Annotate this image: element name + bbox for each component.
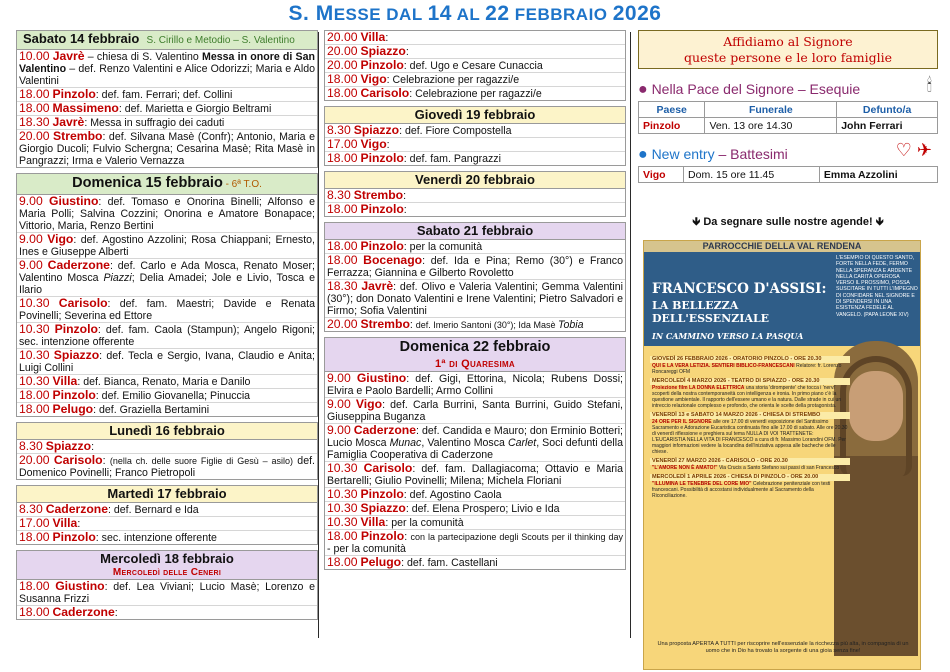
poster-event: MERCOLEDÌ 1 APRILE 2026 - CHIESA DI PINZOLO - ORE 20.00 "ILLUMINA LE TENEBRE DEL CORE MIO" Celebrazione penitenziale con testi francescani. Possibilità di accostarsi individualmente al Sacramento della Riconciliazione. bbox=[650, 474, 850, 499]
col-header: Paese bbox=[639, 102, 705, 118]
mass-entry: 8.30 Caderzone: def. Bernard e Ida bbox=[17, 503, 317, 517]
column-divider bbox=[630, 32, 631, 638]
mass-entry: 10.30 Villa: def. Bianca, Renato, Maria e Danilo bbox=[17, 375, 317, 389]
mass-entry: 18.00 Pinzolo: def. Emilio Giovanella; Pinuccia bbox=[17, 389, 317, 403]
mass-entry: 20.00 Carisolo: (nella ch. delle suore Figlie di Gesù – asilo) def. Domenico Povinelli; Franco Pietropoli bbox=[19, 453, 315, 479]
mass-entry: 9.00 Giustino: def. Gigi, Ettorina, Nicola; Rubens Dossi; Elvira e Paolo Bardelli; Armo Collini bbox=[327, 371, 623, 397]
column-left bbox=[16, 30, 318, 625]
mass-entry: 20.00 Pinzolo: def. Ugo e Cesare Cunaccia bbox=[325, 59, 625, 73]
day-sunday-22 bbox=[324, 337, 626, 570]
poster-parrocchie: PARROCCHIE DELLA VAL RENDENA bbox=[644, 241, 920, 252]
mass-entry: 18.00 Pinzolo: per la comunità bbox=[325, 240, 625, 254]
section-title-battesimi: ● New entry – Battesimi ♡ ✈ bbox=[638, 140, 932, 163]
oil-lamp-icon: 🕯 bbox=[926, 75, 932, 95]
mass-entry: 8.30 Spiazzo: def. Fiore Compostella bbox=[325, 124, 625, 138]
mass-entry: 18.00 Bocenago: def. Ida e Pina; Remo (30°) e Franco Ferrazza; Giannina e Gilberto Rovoletto bbox=[327, 253, 623, 279]
poster-event: VENERDÌ 27 MARZO 2026 - CARISOLO - ORE 20.30 "L'AMORE NON È AMATO!" Via Crucis a Santo Stefano sui passi di san Francesco bbox=[650, 458, 850, 471]
mass-entry: 10.30 Carisolo: def. fam. Dallagiacoma; Ottavio e Maria Bertarelli; Giulio Povinelli; Milena; Michela Floriani bbox=[325, 462, 625, 488]
mass-entry: 8.30 Spiazzo: bbox=[17, 440, 317, 454]
mass-entry: 17.00 Vigo: bbox=[325, 138, 625, 152]
poster-event: GIOVEDÌ 26 FEBBRAIO 2026 - ORATORIO PINZOLO - ORE 20.30 QUI E LA VERA LETIZIA. SENTIERI BIBLICO-FRANCESCANI Relatore: fr. Lorenzo Roncareggi OFM bbox=[650, 356, 850, 375]
agenda-note: 🡻 Da segnare sulle nostre agende! 🡻 bbox=[692, 216, 884, 228]
day-saturday-21 bbox=[324, 222, 626, 332]
col-header: Defunto/a bbox=[837, 102, 938, 118]
event-poster bbox=[643, 240, 921, 670]
page-title: S. MESSE DAL 14 AL 22 FEBBRAIO 2026 bbox=[288, 2, 662, 25]
day-wednesday-18-continued bbox=[324, 30, 626, 101]
mass-entry: 10.30 Carisolo: def. fam. Maestri; Davide e Renata Povinelli; Severina ed Ettore bbox=[19, 296, 315, 322]
day-tuesday-17 bbox=[16, 485, 318, 545]
affidiamo-banner: Affidiamo al Signore queste persone e le loro famiglie bbox=[638, 30, 938, 69]
day-monday-16 bbox=[16, 422, 318, 480]
mass-entry: 9.00 Giustino: def. Tomaso e Onorina Binelli; Alfonso e Maria Polli; Salvina Cozzini; Onorina e Amatore Bonapace; Vittorio, Maria, Renzo Bertini bbox=[19, 194, 315, 232]
day-header: Sabato 14 febbraio S. Cirillo e Metodio – S. Valentino bbox=[17, 31, 317, 50]
mass-entry: 18.00 Caderzone: bbox=[19, 605, 118, 619]
mass-entry: 18.00 Giustino: def. Lea Viviani; Lucio Masè; Lorenzo e Susanna Frizzi bbox=[19, 579, 315, 605]
table-row: Pinzolo Ven. 13 ore 14.30 John Ferrari bbox=[639, 118, 938, 134]
day-sunday-15 bbox=[16, 173, 318, 417]
mass-entry: 18.00 Vigo: Celebrazione per ragazzi/e bbox=[325, 73, 625, 87]
mass-entry: 20.00 Spiazzo: bbox=[325, 45, 625, 59]
mass-entry: 20.00 Strembo: def. Silvana Masè (Confr); Antonio, Maria e Giorgio Ducoli; Fulvio Schergna; Cesarina Masè; Rita Masè in Pangrazzi; Irma e Valerio Vernazza bbox=[19, 129, 315, 167]
day-friday-20 bbox=[324, 171, 626, 217]
poster-events bbox=[650, 356, 850, 502]
poster-event: VENERDÌ 13 e SABATO 14 MARZO 2026 - CHIESA DI STREMBO 24 ORE PER IL SIGNORE alle ore 17.00 di venerdì esposizione del Santissimo Sacramento e Adorazione Eucaristica continuata fino alle 17.00 di sabato. Alle ore 20.30 di venerdì riflessione e preghiera sul tema NULLA DI VOI TRATTENETE: L'EUCARISTIA NELLA VITA DI FRANCESCO a cura di fr. Massimo Lorandini OFM. Per maggiori informazioni vedere la locandina dell'iniziativa appesa alle bacheche delle chiese. bbox=[650, 412, 850, 455]
mass-entry: 18.00 Pelugo: def. fam. Castellani bbox=[327, 555, 498, 569]
francis-portrait-face bbox=[849, 371, 903, 441]
mass-entry: 9.00 Vigo: def. Carla Burrini, Santa Burrini, Guido Stefani, Giuseppina Buganza bbox=[327, 397, 623, 423]
day-header: Domenica 15 febbraio - 6ª T.O. bbox=[17, 174, 317, 195]
mass-entry: 20.00 Villa: bbox=[325, 31, 625, 45]
mass-entry: 10.00 Javrè – chiesa di S. Valentino Messa in onore di San Valentino – def. Renzo Valentini e Alice Odorizzi; Maria e Aldo Valentini bbox=[19, 49, 315, 87]
mass-entry: 17.00 Villa: bbox=[17, 517, 317, 531]
column-middle bbox=[324, 30, 626, 575]
poster-bottom-note: Una proposta APERTA A TUTTI per riscoprire nell'essenziale la ricchezza più alta, in compagnia di un uomo che in Dio ha trovato la sorgente di una gioia senza fine! bbox=[657, 641, 909, 654]
day-wednesday-18 bbox=[16, 550, 318, 620]
col-header: Funerale bbox=[705, 102, 837, 118]
poster-event: MERCOLEDÌ 4 MARZO 2026 - TEATRO DI SPIAZZO - ORE 20.30 Proiezione film LA DONNA ELETTRICA una storia 'dirompente' che tocca i 'nervi' scoperti della nostra contemporaneità con intelligenza e ironia. In primo piano c'è la questione ambientale. Il rapporto dell'essere umano e la natura. Dalle strade in cui un intreccio relazionale complesso e profondo, che orienta le scelte della protagonista. bbox=[650, 378, 850, 409]
mass-entry: 10.30 Spiazzo: def. Elena Prospero; Livio e Ida bbox=[325, 502, 625, 516]
day-header: Venerdì 20 febbraio bbox=[325, 172, 625, 189]
day-saturday-14 bbox=[16, 30, 318, 168]
column-divider bbox=[318, 32, 319, 638]
mass-entry: 18.00 Pinzolo: def. fam. Ferrari; def. Collini bbox=[17, 88, 317, 102]
mass-entry: 10.30 Spiazzo: def. Tecla e Sergio, Ivana, Claudio e Anita; Luigi Collini bbox=[19, 348, 315, 374]
table-row: Vigo Dom. 15 ore 11.45 Emma Azzolini bbox=[639, 167, 938, 183]
mass-entry: 18.00 Pinzolo: con la partecipazione degli Scouts per il thinking day - per la comunità bbox=[327, 529, 623, 555]
mass-entry: 18.00 Carisolo: Celebrazione per ragazzi/e bbox=[327, 86, 542, 100]
mass-entry: 18.00 Pinzolo: bbox=[327, 202, 407, 216]
mass-entry: 10.30 Pinzolo: def. Agostino Caola bbox=[325, 488, 625, 502]
day-header: Giovedì 19 febbraio bbox=[325, 107, 625, 124]
mass-entry: 18.00 Massimeno: def. Marietta e Giorgio Beltrami bbox=[17, 102, 317, 116]
mass-entry: 18.00 Pinzolo: sec. intenzione offerente bbox=[19, 530, 217, 544]
mass-entry: 20.00 Strembo: def. Imerio Santoni (30°); Ida Masè Tobia bbox=[327, 317, 584, 331]
day-header: Martedì 17 febbraio bbox=[17, 486, 317, 503]
day-thursday-19 bbox=[324, 106, 626, 166]
mass-entry: 9.00 Vigo: def. Agostino Azzolini; Rosa Chiappani; Ernesto, Ines e Giuseppe Alberti bbox=[19, 232, 315, 258]
mass-entry: 9.00 Caderzone: def. Carlo e Ada Mosca, Renato Moser; Valentino Mosca Piazzi; Delia Amadei; Jole e Livio, Tosca e Ilario bbox=[19, 258, 315, 296]
mass-entry: 8.30 Strembo: bbox=[325, 189, 625, 203]
heart-plane-icon: ♡ ✈ bbox=[895, 140, 932, 160]
mass-entry: 18.30 Javrè: def. Olivo e Valeria Valentini; Gemma Valentini (30°); don Donato Valentini e Irene Valentini; Pietro Salvadori e Firmo; Sofia Valentini bbox=[327, 279, 623, 317]
mass-entry: 10.30 Pinzolo: def. fam. Caola (Stampun); Angelo Rigoni; sec. intenzione offerente bbox=[19, 322, 315, 348]
day-header: Lunedì 16 febbraio bbox=[17, 423, 317, 440]
poster-title: FRANCESCO D'ASSISI: LA BELLEZZA DELL'ESSENZIALE IN CAMMINO VERSO LA PASQUA bbox=[652, 281, 827, 341]
mass-entry: 10.30 Villa: per la comunità bbox=[325, 516, 625, 530]
section-title-esequie: ● Nella Pace del Signore – Esequie 🕯 bbox=[638, 75, 932, 98]
funerals-table bbox=[638, 101, 938, 134]
baptisms-table bbox=[638, 166, 938, 183]
mass-entry: 18.30 Javrè: Messa in suffragio dei caduti bbox=[17, 116, 317, 130]
day-header: Mercoledì 18 febbraio Mercoledì delle Ceneri bbox=[17, 551, 317, 580]
mass-entry: 18.00 Pinzolo: def. fam. Pangrazzi bbox=[327, 151, 501, 165]
day-header: Domenica 22 febbraio 1ª di Quaresima bbox=[325, 338, 625, 372]
column-right bbox=[638, 30, 938, 654]
day-header: Sabato 21 febbraio bbox=[325, 223, 625, 240]
poster-quote: L'ESEMPIO DI QUESTO SANTO, FORTE NELLA FEDE, FERMO NELLA SPERANZA E ARDENTE NELLA CARITÀ OPEROSA VERSO IL PROSSIMO, POSSA SUSCITARE IN TUTTI L'IMPEGNO DI CONFIDARE NEL SIGNORE E DI SPENDERSI IN UNA ESISTENZA FEDELE AL VANGELO. (PAPA LEONE XIV) bbox=[836, 255, 918, 318]
mass-entry: 18.00 Pelugo: def. Graziella Bertamini bbox=[19, 402, 210, 416]
mass-entry: 9.00 Caderzone: def. Candida e Mauro; don Erminio Botteri; Lucio Mosca Munac, Valentino Mosca Carlet, Soci defunti della Famiglia Cooperativa di Caderzone bbox=[327, 423, 623, 461]
